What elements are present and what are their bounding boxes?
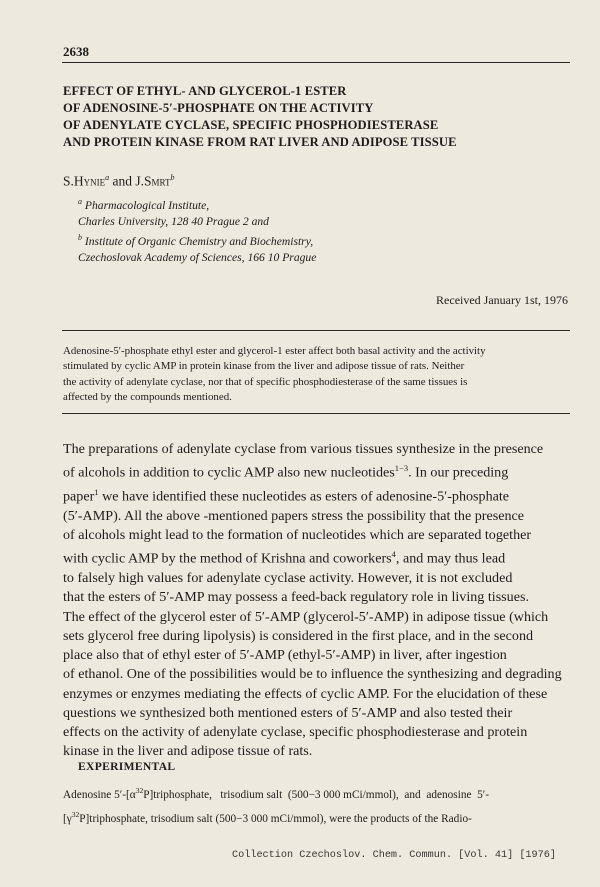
abstract-line: Adenosine-5′-phosphate ethyl ester and glycerol-1 ester affect both basal activity and the activity [63, 345, 486, 357]
body-line: effects on the activity of adenylate cyclase, specific phosphodiesterase and protein [63, 723, 528, 740]
body-text-run: paper [63, 488, 95, 505]
body-line: to falsely high values for adenylate cyclase activity. However, it is not excluded [63, 570, 513, 587]
isotope-mark: 32 [135, 786, 144, 795]
body-line: of ethanol. One of the possibilities would be to influence the synthesizing and degrading [63, 666, 562, 683]
reference-mark: 1 [94, 487, 99, 498]
author-list [63, 173, 175, 190]
body-line: place also that of ethyl ester of 5′-AMP (ethyl-5′-AMP) in liver, after ingestion [63, 647, 507, 664]
body-line: questions we synthesized both mentioned esters of 5′-AMP and also tested their [63, 704, 513, 721]
isotope-mark: 32 [71, 809, 80, 819]
title-line: EFFECT OF ETHYL- AND GLYCEROL-1 ESTER [63, 84, 347, 98]
body-text-run: . In our preceding [408, 464, 509, 481]
body-line: enzymes or enzymes mediating the effects of cyclic AMP. For the elucidation of these [63, 685, 548, 702]
author-conjunction: and [109, 173, 136, 189]
reference-mark: 4 [391, 549, 396, 560]
article-title [63, 83, 563, 151]
body-text-run: we have identified these nucleotides as esters of adenosine-5′-phosphate [98, 488, 510, 505]
body-line: of alcohols might lead to the formation of nucleotides which are separated together [63, 527, 532, 544]
experimental-text-run: P]triphosphate, trisodium salt (500−3 000 mCi/mmol), were the products of the Radio- [79, 812, 472, 825]
section-heading: EXPERIMENTAL [78, 760, 176, 773]
body-line [63, 545, 570, 569]
body-text-run: , and may thus lead [395, 551, 506, 568]
body-line: The effect of the glycerol ester of 5′-AMP (glycerol-5′-AMP) in adipose tissue (which [63, 608, 549, 625]
header-rule [62, 62, 570, 63]
experimental-line [63, 781, 570, 805]
affiliation-mark: b [170, 173, 175, 182]
body-text-run: of alcohols in addition to cyclic AMP also new nucleotides [63, 464, 395, 481]
author-initial: J. [135, 173, 145, 189]
abstract-line: the activity of adenylate cyclase, nor that of specific phosphodiesterase of the same tissues is [63, 375, 468, 388]
page-number: 2638 [63, 44, 89, 59]
title-line: OF ADENYLATE CYCLASE, SPECIFIC PHOSPHODIESTERASE [63, 118, 439, 132]
body-line: (5′-AMP). All the above -mentioned papers stress the possibility that the presence [63, 507, 525, 524]
experimental-text-run: [γ [63, 812, 72, 825]
affiliation-line: Czechoslovak Academy of Sciences, 166 10 Prague [78, 250, 317, 264]
body-line: The preparations of adenylate cyclase from various tissues synthesize in the presence [63, 441, 544, 457]
affiliation-mark: a [78, 197, 82, 206]
affiliation-line: Charles University, 128 40 Prague 2 and [78, 214, 269, 228]
body-text-run: with cyclic AMP by the method of Krishna and coworkers [63, 551, 392, 568]
journal-footer: Collection Czechoslov. Chem. Commun. [Vol. 41] [1976] [231, 850, 556, 861]
author-initial: S. [63, 173, 74, 189]
abstract [63, 344, 570, 406]
affiliations [78, 194, 316, 266]
body-line [63, 459, 570, 483]
experimental-line [63, 805, 570, 829]
body-text [63, 440, 570, 761]
affiliation-text: Institute of Organic Chemistry and Biochemistry, [82, 234, 314, 248]
experimental-text-run: P]triphosphate, trisodium salt (500−3 000 mCi/mmol), and adenosine 5′- [143, 788, 490, 801]
experimental-text-run: Adenosine 5′-[α [63, 788, 136, 801]
affiliation-mark: b [78, 232, 82, 242]
abstract-line: affected by the compounds mentioned. [63, 391, 232, 404]
reference-mark: 1−3 [394, 463, 409, 474]
title-line: AND PROTEIN KINASE FROM RAT LIVER AND ADIPOSE TISSUE [63, 135, 457, 149]
affiliation-line [78, 194, 316, 214]
received-date: Received January 1st, 1976 [436, 293, 568, 307]
author-surname: Hynie [73, 173, 106, 189]
abstract-top-rule [62, 330, 570, 331]
body-line: that the esters of 5′-AMP may possess a feed-back regulatory role in living tissues. [63, 589, 529, 606]
body-line: kinase in the liver and adipose tissue of rats. [63, 743, 313, 760]
abstract-bottom-rule [62, 413, 570, 414]
body-line: sets glycerol free during lipolysis) is considered in the first place, and in the second [63, 627, 534, 644]
title-line: OF ADENOSINE-5′-PHOSPHATE ON THE ACTIVITY [63, 101, 374, 115]
author-surname: Smrt [144, 173, 171, 189]
experimental-text [63, 781, 570, 829]
affiliation-mark: a [105, 173, 110, 182]
affiliation-line [78, 230, 316, 250]
affiliation-text: Pharmacological Institute, [82, 198, 210, 212]
abstract-line: stimulated by cyclic AMP in protein kinase from the liver and adipose tissue of rats. Neither [63, 360, 465, 373]
body-line [63, 483, 570, 507]
